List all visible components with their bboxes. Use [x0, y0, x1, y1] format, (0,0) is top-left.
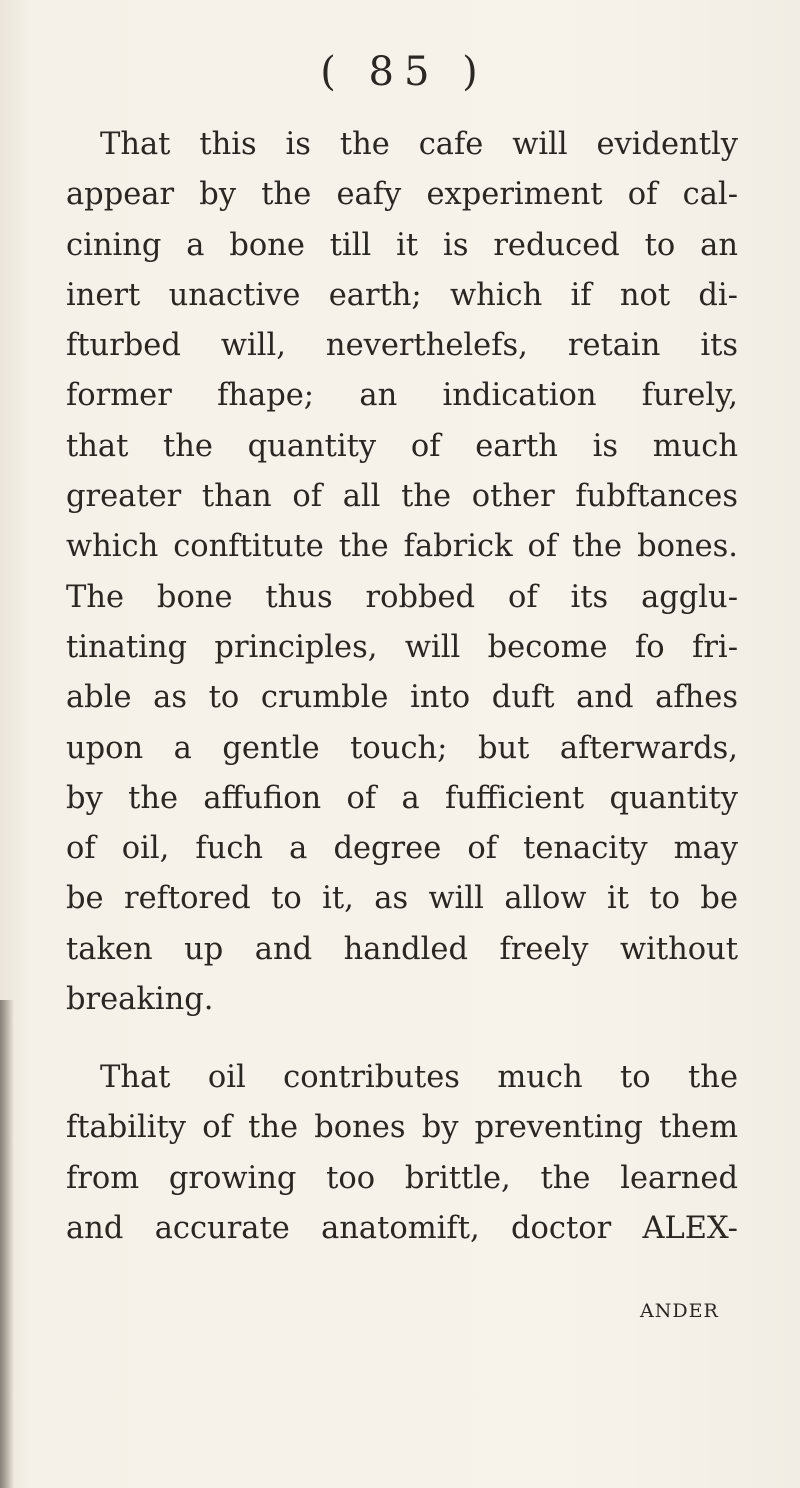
text-line: from growing too brittle, the learned [66, 1160, 738, 1196]
text-line: that the quantity of earth is much [66, 428, 738, 464]
text-line: by the affufion of a fufficient quantity [66, 780, 738, 816]
text-line: able as to crumble into duft and afhes [66, 680, 738, 716]
text-line: appear by the eafy experiment of cal- [66, 177, 738, 213]
text-line: That this is the cafe will evidently [100, 127, 738, 162]
text-line: which conftitute the fabrick of the bones. [66, 529, 738, 565]
catchword: ANDER [640, 1300, 719, 1322]
paragraph-2 [66, 1053, 738, 1254]
text-line: upon a gentle touch; but afterwards, [66, 730, 738, 766]
text-line: The bone thus robbed of its agglu- [66, 579, 738, 615]
binding-shadow [0, 1000, 14, 1488]
text-line: tinating principles, will become fo fri- [66, 629, 738, 665]
paragraph-1 [66, 120, 738, 1025]
page-number: ( 85 ) [320, 49, 488, 95]
text-line: ftability of the bones by preventing them [66, 1110, 738, 1146]
text-line: cining a bone till it is reduced to an [66, 227, 738, 263]
text-line: That oil contributes much to the [100, 1060, 738, 1095]
text-line: greater than of all the other fubftances [66, 479, 738, 515]
text-line: taken up and handled freely without [66, 931, 738, 967]
text-line: and accurate anatomift, doctor ALEX- [66, 1210, 738, 1246]
text-line: fturbed will, neverthelefs, retain its [66, 328, 738, 364]
text-line: former fhape; an indication furely, [66, 378, 738, 414]
text-line: inert unactive earth; which if not di- [66, 277, 738, 313]
text-line: of oil, fuch a degree of tenacity may [66, 831, 738, 867]
text-line: be reftored to it, as will allow it to be [66, 881, 738, 917]
text-line: breaking. [66, 982, 214, 1018]
